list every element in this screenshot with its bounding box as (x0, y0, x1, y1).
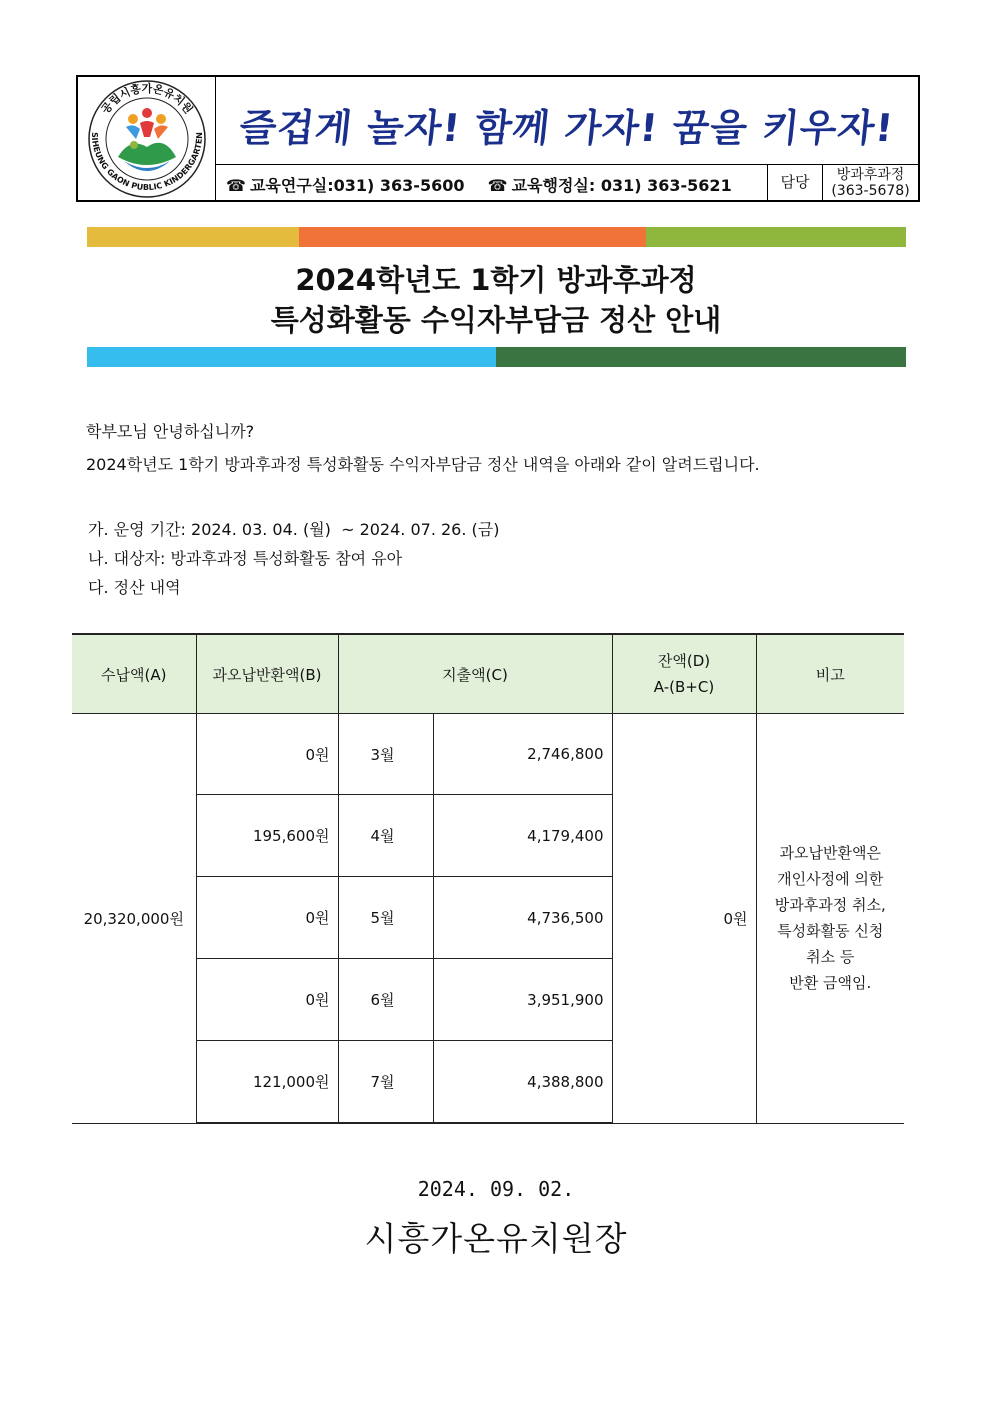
month-cell: 4월 (338, 795, 433, 877)
month-cell: 6월 (338, 959, 433, 1041)
research-office-label: 교육연구실: (249, 176, 334, 195)
title-line-2: 특성화활동 수익자부담금 정산 안내 (270, 303, 722, 337)
note-line: 특성화활동 신청 (777, 922, 884, 941)
refund-cell: 121,000원 (196, 1041, 338, 1124)
expense-cell: 2,746,800 (433, 714, 612, 795)
month-cell: 3월 (338, 714, 433, 795)
document-title (0, 260, 992, 340)
slogan-cell (216, 77, 918, 165)
logo-cell (78, 77, 216, 200)
balance-cell: 0원 (612, 714, 756, 1124)
target-participants: 나. 대상자: 방과후과정 특성화활동 참여 유아 (88, 549, 403, 568)
manager-contact (823, 165, 918, 200)
kindergarten-logo (78, 77, 216, 200)
received-total: 20,320,000원 (72, 714, 196, 1124)
expense-cell: 4,388,800 (433, 1041, 612, 1124)
letterhead (76, 75, 920, 202)
header-balance-line1: 잔액(D) (657, 652, 711, 670)
refund-cell: 0원 (196, 714, 338, 795)
greeting-text: 학부모님 안녕하십니까? (86, 422, 255, 441)
color-bar-blue (87, 347, 496, 367)
color-bar-green (646, 227, 906, 247)
color-bar-orange (299, 227, 646, 247)
logo-arc-text: 공립시흥가온유치원 (98, 82, 196, 117)
research-office-phone: 031) 363-5600 (333, 176, 465, 195)
manager-label: 담당 (767, 165, 823, 200)
refund-cell: 0원 (196, 877, 338, 959)
header-balance-line2: A-(B+C) (653, 678, 715, 696)
admin-office-label: 교육행정실: (511, 176, 596, 195)
settlement-details-heading: 다. 정산 내역 (88, 578, 181, 597)
operation-period: 가. 운영 기간: 2024. 03. 04. (월) ~ 2024. 07. 26. (금) (88, 520, 500, 539)
table-header-row (72, 634, 904, 714)
phone-icon: ☎ (487, 176, 508, 195)
admin-office-phone: 031) 363-5621 (600, 176, 732, 195)
header-received: 수납액(A) (72, 634, 196, 714)
header-note: 비고 (756, 634, 904, 714)
header-balance (612, 634, 756, 714)
slogan: 즐겁게 놀자! 함께 가자! 꿈을 키우자! (237, 106, 896, 150)
issue-date: 2024. 09. 02. (417, 1177, 575, 1201)
intro-body-text: 2024학년도 1학기 방과후과정 특성화활동 수익자부담금 정산 내역을 아래와 같이 알려드립니다. (86, 455, 760, 474)
manager-dept: 방과후과정 (836, 167, 905, 183)
settlement-table (72, 633, 904, 1124)
note-line: 방과후과정 취소, (774, 896, 886, 915)
color-bar-dark-green (496, 347, 906, 367)
manager-phone: (363-5678) (831, 183, 910, 199)
contact-info (226, 173, 732, 196)
note-line: 개인사정에 의한 (777, 870, 884, 889)
table-row (72, 714, 904, 795)
note-line: 과오납반환액은 (779, 844, 881, 863)
logo-ring-text: SIHEUNG GAON PUBLIC KINDERGARTEN (89, 132, 205, 193)
month-cell: 5월 (338, 877, 433, 959)
note-line: 반환 금액임. (789, 974, 872, 993)
color-bar-yellow (87, 227, 299, 247)
note-line: 취소 등 (806, 948, 855, 967)
principal-signature: 시흥가온유치원장 (364, 1219, 628, 1258)
refund-cell: 0원 (196, 959, 338, 1041)
month-cell: 7월 (338, 1041, 433, 1124)
expense-cell: 4,736,500 (433, 877, 612, 959)
expense-cell: 3,951,900 (433, 959, 612, 1041)
note-cell (756, 714, 904, 1124)
header-expense: 지출액(C) (338, 634, 612, 714)
header-refund: 과오납반환액(B) (196, 634, 338, 714)
expense-cell: 4,179,400 (433, 795, 612, 877)
refund-cell: 195,600원 (196, 795, 338, 877)
title-line-1: 2024학년도 1학기 방과후과정 (295, 263, 697, 297)
phone-icon: ☎ (226, 176, 246, 195)
